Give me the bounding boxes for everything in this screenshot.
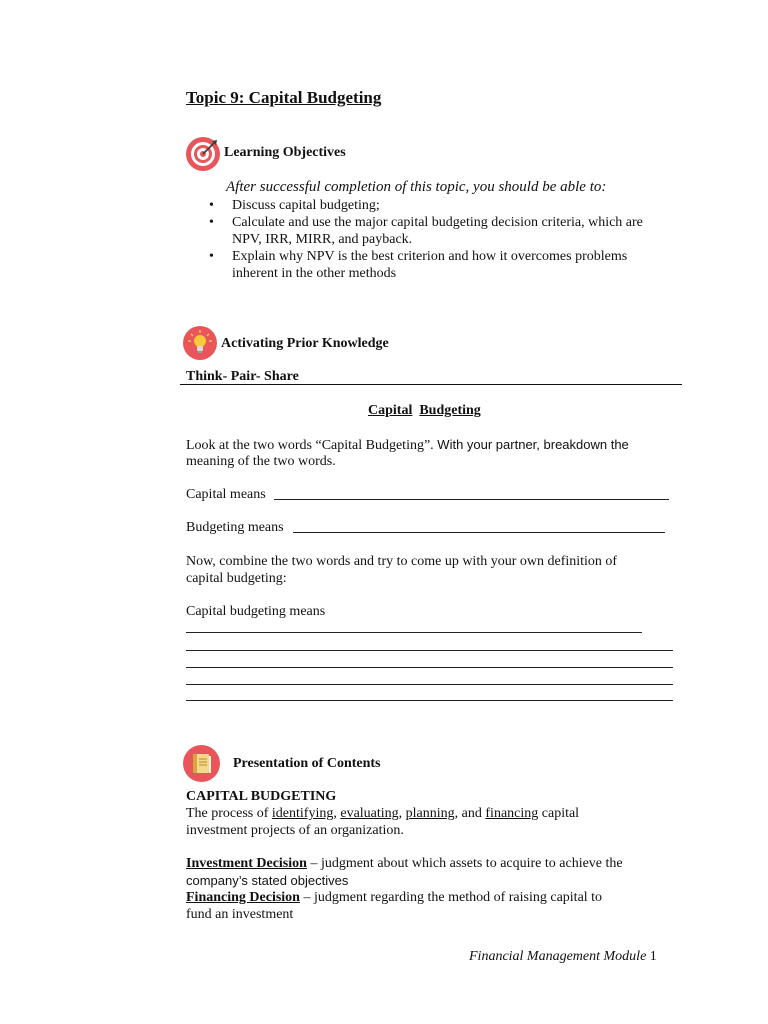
combine-line-1: Now, combine the two words and try to come up with your own definition of — [186, 554, 618, 569]
page-footer: Financial Management Module 1 — [469, 949, 657, 964]
combine-line-2: capital budgeting: — [186, 571, 287, 586]
lightbulb-icon — [183, 326, 217, 360]
learning-objectives-heading: Learning Objectives — [224, 145, 346, 160]
objective-item: • Calculate and use the major capital budgeting decision criteria, which are NPV, IRR, MIRR, and payback. — [186, 214, 676, 248]
definition-line-2: investment projects of an organization. — [186, 823, 404, 838]
answer-blank-1[interactable] — [186, 632, 642, 633]
definition-line-1: The process of identifying, evaluating, planning, and financing capital — [186, 806, 580, 821]
investment-decision-line: Investment Decision – judgment about which assets to acquire to achieve the — [186, 856, 623, 871]
objective-item: • Discuss capital budgeting; — [186, 197, 676, 214]
financing-decision-line: Financing Decision – judgment regarding the method of raising capital to — [186, 890, 603, 905]
capital-means-blank[interactable] — [274, 499, 669, 500]
budgeting-means-label: Budgeting means — [186, 520, 284, 535]
financing-decision-line-2: fund an investment — [186, 907, 294, 922]
objectives-intro: After successful completion of this topic, you should be able to: — [226, 179, 607, 195]
answer-blank-4[interactable] — [186, 684, 673, 685]
capital-budgeting-term: CAPITAL BUDGETING — [186, 789, 337, 804]
answer-blank-5[interactable] — [186, 700, 673, 701]
page-title: Topic 9: Capital Budgeting — [186, 88, 382, 107]
instruction-line-1: Look at the two words “Capital Budgeting”. With your partner, breakdown the — [186, 437, 629, 453]
book-icon — [183, 745, 220, 782]
objectives-list — [186, 197, 676, 282]
answer-blank-3[interactable] — [186, 667, 673, 668]
capital-budgeting-means-label: Capital budgeting means — [186, 604, 326, 619]
presentation-heading: Presentation of Contents — [233, 756, 381, 771]
investment-decision-line-2: company’s stated objectives — [186, 873, 349, 888]
capital-means-label: Capital means — [186, 487, 266, 502]
answer-blank-2[interactable] — [186, 650, 673, 651]
activity-title: Think- Pair- Share — [186, 369, 299, 384]
objective-item: • Explain why NPV is the best criterion and how it overcomes problems inherent in the other methods — [186, 248, 676, 282]
target-icon — [186, 137, 220, 171]
section-divider — [180, 384, 682, 385]
instruction-line-2: meaning of the two words. — [186, 454, 336, 469]
prior-knowledge-heading: Activating Prior Knowledge — [221, 336, 389, 351]
budgeting-means-blank[interactable] — [293, 532, 665, 533]
activity-subtitle: Capital Budgeting — [368, 403, 481, 418]
